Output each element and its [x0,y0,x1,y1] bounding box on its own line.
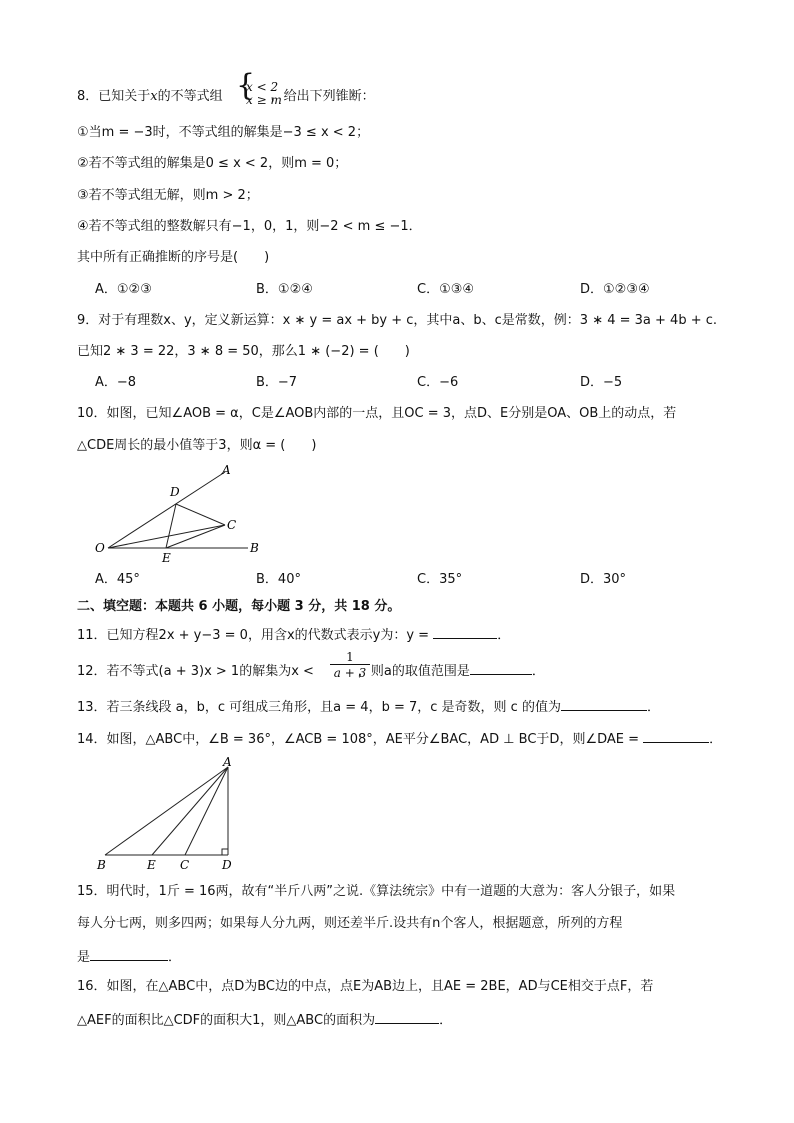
label-o: O [95,541,105,555]
label-b: B [97,858,106,872]
q10-option-a[interactable]: A．45° [95,572,140,587]
q10-option-d[interactable]: D．30° [580,572,627,587]
q12-fraction [330,650,370,681]
q8-stem [77,88,375,106]
segment-ac [185,767,228,855]
q10-line-2: △CDE周长的最小值等于3，则α = ( ) [77,438,317,453]
q13 [77,696,660,717]
q15-end: ． [168,950,182,965]
q16-line-2-text: △AEF的面积比△CDF的面积大1，则△ABC的面积为 [77,1013,376,1028]
q12-fraction-denominator: a + 3 [330,664,370,681]
q8-statement-3: ③若不等式组无解，则m > 2； [77,188,259,203]
q8-question: 其中所有正确推断的序号是( ) [77,250,270,265]
segment-ab [105,767,228,855]
q15-line-1: 15．明代时，1斤 = 16两，故有“半斤八两”之说.《算法统宗》中有一道题的大意为：客人分银子，如果 [77,884,676,899]
brace-symbol: { [236,68,256,103]
q11-text: 11．已知方程2x + y−3 = 0，用含x的代数式表示y为：y = [77,628,434,643]
q9-option-b[interactable]: B．−7 [256,375,298,390]
q9-line-2: 已知2 ∗ 3 = 22，3 ∗ 8 = 50，那么1 ∗ (−2) = ( ) [77,344,410,359]
label-a: A [222,463,231,477]
q12-answer-blank[interactable] [470,660,532,675]
right-angle-mark [222,849,228,855]
q13-answer-blank[interactable] [561,696,647,711]
q12-pre: 12．若不等式(a + 3)x > 1的解集为x < [77,664,314,679]
label-e: E [147,858,156,872]
q15-line-2: 每人分七两，则多四两；如果每人分九两，则还差半斤.设共有n个客人，根据题意，所列的方程 [77,916,623,931]
q8-option-d[interactable]: D．①②③④ [580,282,650,297]
q10-option-c[interactable]: C．35° [417,572,463,587]
q10-figure [90,460,270,565]
q11 [77,624,510,645]
q8-system-row-2: x ≥ m [246,93,282,107]
q16-end: ． [439,1013,453,1028]
q12-post: ，则a的取值范围是 [357,664,470,679]
q9-option-a[interactable]: A．−8 [95,375,137,390]
label-c: C [180,858,190,872]
q16-line-1: 16．如图，在△ABC中，点D为BC边的中点，点E为AB边上，且AE = 2BE，AD与CE相交于点F，若 [77,979,654,994]
q8-stem-post: ，给出下列锥断： [270,89,375,104]
q16-line-2 [77,1009,452,1030]
section-title: 二、填空题：本题共 6 小题，每小题 3 分，共 18 分。 [77,599,401,614]
q12-end: ． [531,664,545,679]
label-c: C [227,518,237,532]
q8-option-a[interactable]: A．①②③ [95,282,152,297]
q10-line-1: 10．如图，已知∠AOB = α，C是∠AOB内部的一点，且OC = 3，点D、E分别是OA、OB上的动点，若 [77,406,677,421]
q8-option-b[interactable]: B．①②④ [256,282,313,297]
q14-end: ． [709,732,723,747]
segment-dc [176,504,225,525]
q8-statement-1: ①当m = −3时，不等式组的解集是−3 ≤ x < 2； [77,125,370,140]
q9-option-d[interactable]: D．−5 [580,375,623,390]
q9-option-c[interactable]: C．−6 [417,375,459,390]
label-d: D [222,858,232,872]
label-e: E [162,551,171,565]
q8-system-row-1: x < 2 [246,80,279,94]
q8-stem-mid: 的不等式组 [157,89,223,104]
segment-ec [166,525,225,548]
q14 [77,728,722,749]
segment-de [166,504,176,548]
q10-option-b[interactable]: B．40° [256,572,301,587]
q8-var-x: x [150,89,158,104]
q16-answer-blank[interactable] [375,1009,439,1024]
q8-option-c[interactable]: C．①③④ [417,282,475,297]
label-d: D [170,485,180,499]
q15-line-3-pre: 是 [77,950,91,965]
q13-end: ． [646,700,660,715]
q13-text: 13．若三条线段 a，b，c 可组成三角形，且a = 4，b = 7，c 是奇数，则 c 的值为 [77,700,561,715]
q11-end: ． [497,628,511,643]
segment-ae [152,767,228,855]
q14-text: 14．如图，△ABC中，∠B = 36°，∠ACB = 108°，AE平分∠BAC，AD ⊥ BC于D，则∠DAE = [77,732,644,747]
q14-figure [90,755,250,873]
label-b: B [250,541,259,555]
label-a: A [223,755,232,769]
q11-answer-blank[interactable] [433,624,497,639]
q15-line-3 [77,946,181,967]
q15-answer-blank[interactable] [90,946,168,961]
q9-line-1: 9．对于有理数x、y，定义新运算：x ∗ y = ax + by + c，其中a、b、c是常数，例：3 ∗ 4 = 3a + 4b + c. [77,313,718,328]
q14-answer-blank[interactable] [643,728,709,743]
q8-stem-pre: 8．已知关于 [77,89,151,104]
q8-statement-4: ④若不等式组的整数解只有−1，0，1，则−2 < m ≤ −1． [77,219,422,234]
q8-statement-2: ②若不等式组的解集是0 ≤ x < 2，则m = 0； [77,156,348,171]
q12-fraction-numerator: 1 [346,650,354,664]
q8-inequality-system [236,68,296,116]
q12 [77,660,545,681]
